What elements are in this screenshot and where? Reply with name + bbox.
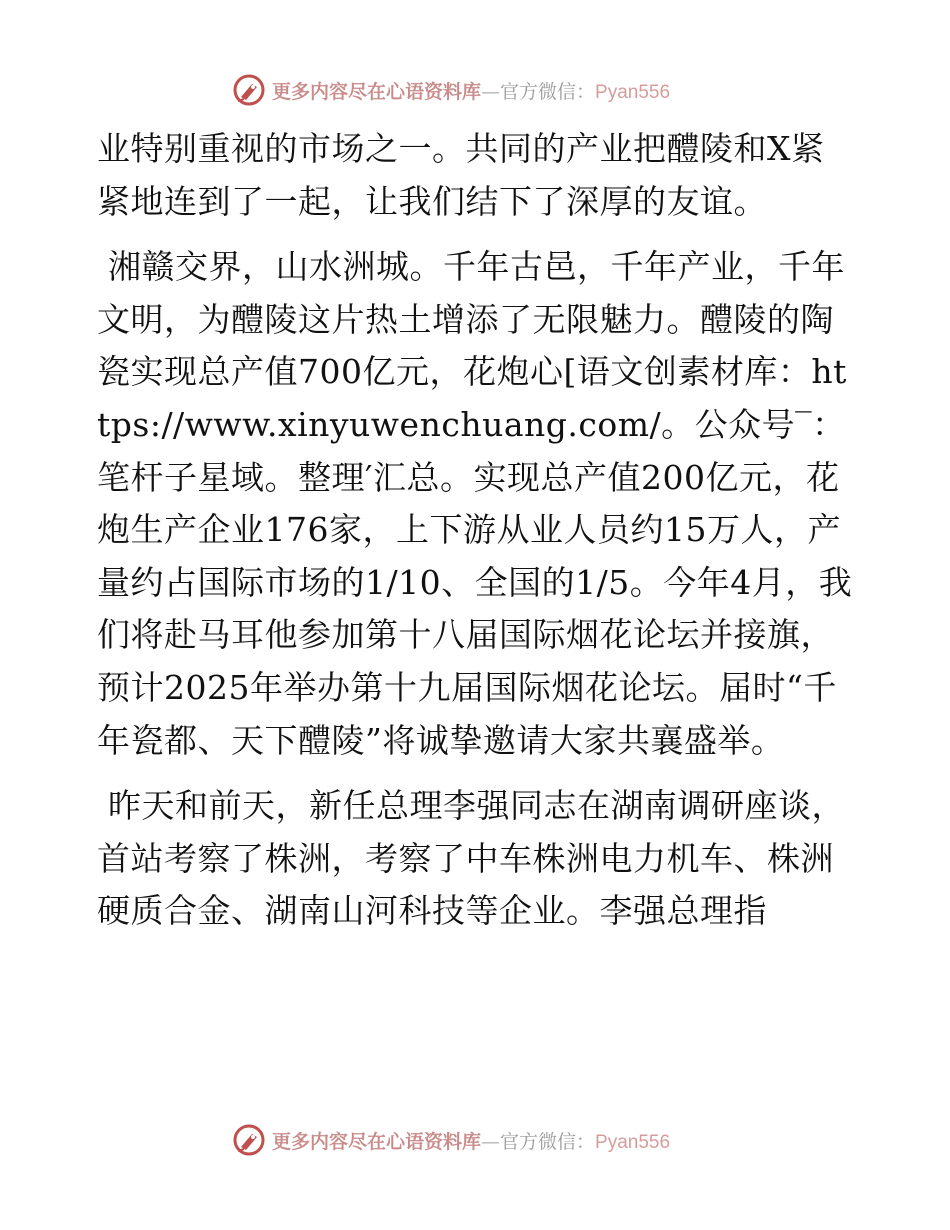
pen-nib-logo-icon <box>232 1123 266 1157</box>
document-body <box>97 123 857 938</box>
paragraph-3: 昨天和前天，新任总理李强同志在湖南调研座谈，首站考察了株洲，考察了中车株洲电力机车、株洲硬质合金、湖南山河科技等企业。李强总理指 <box>97 786 845 931</box>
footer-banner-main: 更多内容尽在心语资料库 <box>272 1130 482 1153</box>
footer-banner <box>232 1120 722 1160</box>
footer-banner-text <box>272 1127 670 1154</box>
footer-banner-wechat-label: 官方微信： <box>500 1130 596 1153</box>
pen-nib-logo-icon <box>232 73 266 107</box>
header-banner-main: 更多内容尽在心语资料库 <box>272 80 482 103</box>
header-banner <box>232 70 722 110</box>
paragraph-2: 湘赣交界，山水洲城。千年古邑，千年产业，千年文明，为醴陵这片热土增添了无限魅力。醴陵的陶瓷实现总产值700亿元，花炮心[语文创素材库：https://www.xinyuwenchuang.com/。公众号‾：笔杆子星域。整理′汇总。实现总产值200亿元，花炮生产企业176家，上下游从业人员约15万人，产量约占国际市场的1/10、全国的1/5。今年4月，我们将赴马耳他参加第十八届国际烟花论坛并接旗，预计2025年举办第十九届国际烟花论坛。届时“千年瓷都、天下醴陵”将诚挚邀请大家共襄盛举。 <box>97 247 853 760</box>
header-banner-wechat-label: 官方微信： <box>500 80 596 103</box>
header-banner-text <box>272 77 670 104</box>
header-banner-wechat-id: Pyan556 <box>595 81 671 103</box>
header-banner-separator: — <box>481 80 501 103</box>
footer-banner-wechat-id: Pyan556 <box>595 1131 671 1153</box>
footer-banner-separator: — <box>481 1130 501 1153</box>
paragraph-1: 业特别重视的市场之一。共同的产业把醴陵和X紧紧地连到了一起，让我们结下了深厚的友谊。 <box>97 129 825 221</box>
